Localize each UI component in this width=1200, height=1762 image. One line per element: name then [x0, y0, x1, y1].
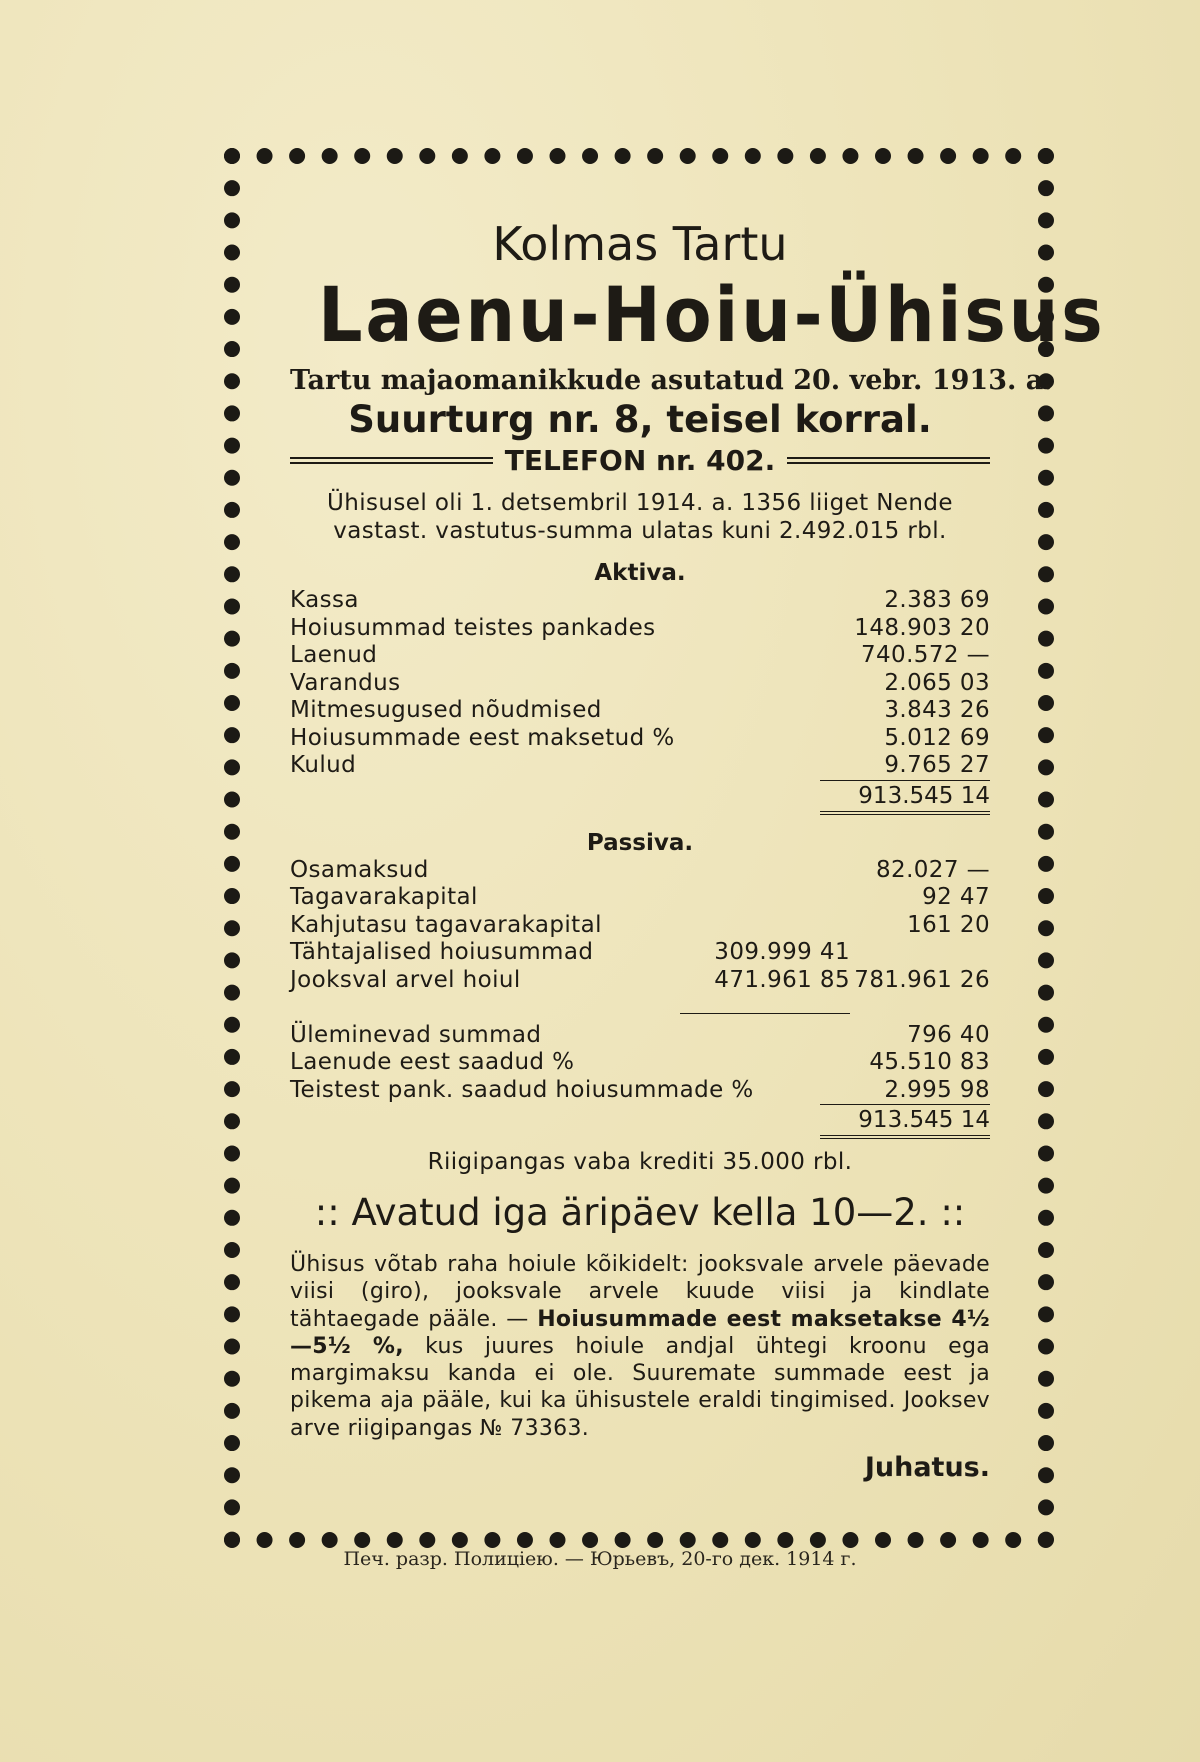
- row-subamount: [754, 1077, 884, 1105]
- table-row: [290, 967, 990, 995]
- table-row: [290, 670, 990, 698]
- row-label: Hoiusummad teistes pankades: [290, 614, 656, 641]
- row-subamount: [680, 1022, 850, 1050]
- row-label: Tähtajalised hoiusummad: [290, 939, 594, 965]
- row-amount: 82.027 —: [876, 856, 990, 883]
- row-amount: 161 20: [907, 911, 990, 938]
- table-row: [290, 1077, 990, 1105]
- row-label: Üleminevad summad: [290, 1021, 542, 1048]
- membership-intro: Ühisusel oli 1. detsembril 1914. a. 1356 liiget Nende vastast. vastutus-summa ulatas kuni 2.492.015 rbl.: [327, 490, 953, 544]
- row-subamount: [680, 1049, 850, 1077]
- row-label: Mitmesugused nõudmised: [290, 697, 602, 723]
- table-row: [290, 939, 990, 967]
- terms-paragraph: [290, 1251, 990, 1442]
- row-amount: 2.065 03: [884, 669, 990, 696]
- aktiva-table: [290, 587, 990, 815]
- table-row: [290, 697, 990, 725]
- table-row: [290, 884, 990, 912]
- aktiva-heading: Aktiva.: [594, 560, 686, 586]
- telephone-text: TELEFON nr. 402.: [504, 444, 776, 477]
- row-label: Laenud: [290, 642, 378, 668]
- table-row: [290, 1049, 990, 1077]
- row-label: Laenude eest saadud %: [290, 1049, 575, 1075]
- subtotal-rule-row: [290, 994, 990, 1022]
- row-amount: 9.765 27: [884, 752, 990, 778]
- row-label: Kahjutasu tagavarakapital: [290, 911, 602, 938]
- terms-part-1: Ühisus võtab raha hoiule kõikidelt: jooksvale arvele päevade viisi (giro), jooksvale arvele kuude viisi ja kindlate tähtaegade pääle. —: [290, 1252, 990, 1332]
- row-amount: 45.510 83: [869, 1049, 990, 1075]
- row-amount: 796 40: [907, 1021, 990, 1048]
- passiva-total: 913.545 14: [820, 1104, 990, 1139]
- row-amount: [850, 939, 990, 967]
- row-subamount: 471.961 85: [714, 966, 850, 993]
- founding-line: Tartu majaomanikkude asutatud 20. vebr. 1913. a.: [290, 365, 1053, 396]
- row-amount: 5.012 69: [884, 724, 990, 751]
- terms-interest-rate: Hoiusummade eest maksetakse 4½—5½ %,: [290, 1306, 990, 1359]
- row-label: Kulud: [290, 752, 357, 778]
- row-label: Tagavarakapital: [290, 884, 478, 910]
- table-row: [290, 587, 990, 615]
- decorative-rule: [290, 457, 493, 464]
- row-subamount: [680, 884, 850, 912]
- opening-hours: :: Avatud iga äripäev kella 10—2. ::: [314, 1191, 966, 1234]
- terms-part-2: kus juures hoiule andjal ühtegi kroonu ega margimaksu kanda ei ole. Suuremate summade eest ja pikema aja pääle, kui ka ühisustele eraldi tingimised. Jooksev arve riigipangas № 73363.: [290, 1333, 990, 1441]
- table-row: [290, 642, 990, 670]
- table-row: [290, 725, 990, 753]
- row-amount: 740.572 —: [860, 642, 990, 668]
- title-line-1: Kolmas Tartu: [492, 217, 788, 271]
- credit-line: Riigipangas vaba krediti 35.000 rbl.: [427, 1149, 853, 1175]
- table-row: [290, 857, 990, 885]
- title-main: Laenu-Hoiu-Ühisus: [318, 270, 1106, 359]
- table-row: [290, 615, 990, 643]
- row-amount: 92 47: [922, 884, 990, 910]
- row-amount: 781.961 26: [854, 966, 990, 993]
- decorative-rule: [787, 457, 990, 464]
- row-label: Osamaksud: [290, 856, 429, 883]
- row-amount: 2.995 98: [884, 1076, 990, 1103]
- table-row: [290, 1022, 990, 1050]
- table-row: [290, 752, 990, 780]
- passiva-table: [290, 857, 990, 1140]
- subtotal-rule: [680, 1013, 850, 1014]
- censor-footer: Печ. разр. Полицiею. — Юрьевъ, 20-го дек. 1914 г.: [343, 1548, 857, 1570]
- row-subamount: [680, 857, 850, 885]
- passiva-heading: Passiva.: [586, 829, 694, 856]
- row-label: Kassa: [290, 587, 359, 613]
- row-amount: 148.903 20: [854, 614, 990, 641]
- signature: Juhatus.: [864, 1452, 990, 1484]
- row-subamount: [680, 912, 850, 940]
- row-label: Hoiusummade eest maksetud %: [290, 724, 675, 751]
- telephone-row: [290, 444, 990, 477]
- row-label: Varandus: [290, 669, 401, 696]
- address-line: Suurturg nr. 8, teisel korral.: [348, 398, 932, 441]
- row-subamount: 309.999 41: [714, 939, 850, 965]
- advertisement-content: [290, 190, 1106, 1484]
- table-row: [290, 912, 990, 940]
- row-amount: 3.843 26: [884, 697, 990, 723]
- row-label: Teistest pank. saadud hoiusummade %: [290, 1076, 754, 1103]
- row-amount: 2.383 69: [884, 587, 990, 613]
- row-label: Jooksval arvel hoiul: [290, 966, 521, 993]
- aktiva-total: 913.545 14: [820, 780, 990, 815]
